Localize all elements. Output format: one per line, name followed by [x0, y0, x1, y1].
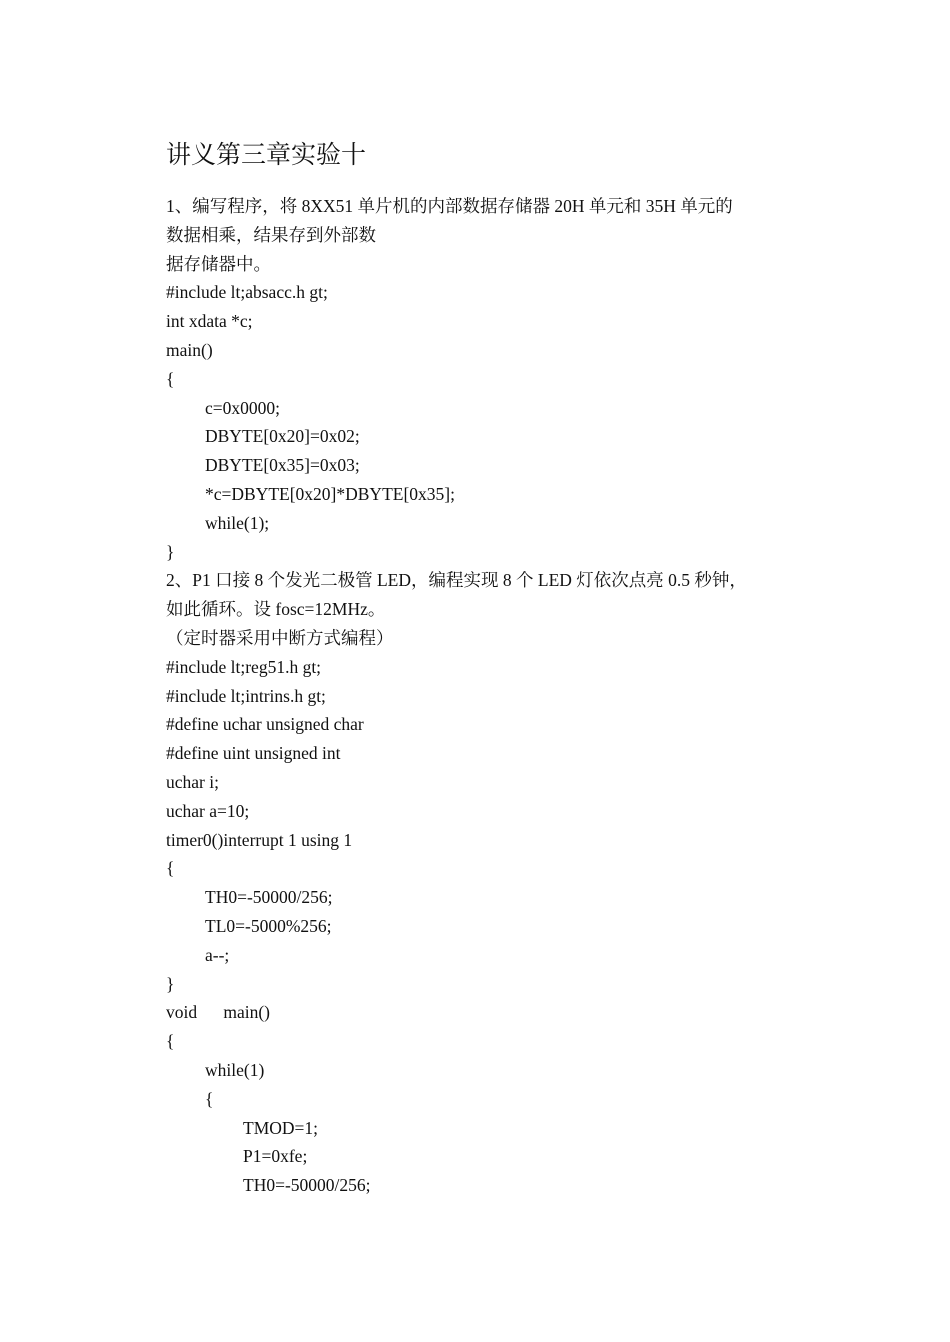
code-line: void main(): [166, 1002, 271, 1023]
code-line: while(1): [205, 1059, 265, 1080]
code-line: main(): [166, 339, 213, 360]
code-line: TH0=-50000/256;: [205, 887, 333, 908]
text-line: 数据相乘，结果存到外部数: [166, 224, 376, 245]
code-line: uchar a=10;: [166, 800, 250, 821]
text-line: 如此循环。设 fosc=12MHz。: [166, 599, 386, 620]
code-line: #define uchar unsigned char: [166, 714, 364, 735]
code-line: TL0=-5000%256;: [205, 915, 332, 936]
text-line: 1、编写程序，将 8XX51 单片机的内部数据存储器 20H 单元和 35H 单元的: [166, 196, 733, 216]
code-line: #include lt;intrins.h gt;: [166, 685, 326, 706]
code-line: timer0()interrupt 1 using 1: [166, 829, 353, 850]
code-line: c=0x0000;: [205, 397, 280, 418]
code-line: }: [166, 541, 175, 562]
code-line: {: [166, 858, 175, 879]
document-body: [166, 192, 806, 1200]
code-line: {: [166, 1031, 175, 1052]
text-line: （定时器采用中断方式编程）: [166, 627, 394, 648]
text-line: 据存储器中。: [166, 253, 271, 274]
code-line: #define uint unsigned int: [166, 743, 341, 764]
code-line: }: [166, 973, 175, 994]
code-line: {: [166, 368, 175, 389]
code-line: int xdata *c;: [166, 311, 253, 332]
code-line: a--;: [205, 944, 230, 965]
code-line: P1=0xfe;: [243, 1146, 308, 1167]
document-title: 讲义第三章实验十: [166, 142, 367, 169]
code-line: TMOD=1;: [243, 1117, 319, 1138]
code-line: while(1);: [205, 512, 270, 533]
code-line: DBYTE[0x35]=0x03;: [205, 455, 360, 476]
code-line: DBYTE[0x20]=0x02;: [205, 426, 360, 447]
code-line: uchar i;: [166, 771, 219, 792]
text-line: 2、P1 口接 8 个发光二极管 LED，编程实现 8 个 LED 灯依次点亮 0.5 秒钟，: [166, 570, 747, 591]
code-line: #include lt;reg51.h gt;: [166, 656, 322, 677]
code-line: {: [205, 1088, 214, 1109]
code-line: #include lt;absacc.h gt;: [166, 282, 328, 303]
code-line: TH0=-50000/256;: [243, 1175, 371, 1196]
code-line: *c=DBYTE[0x20]*DBYTE[0x35];: [205, 483, 455, 504]
